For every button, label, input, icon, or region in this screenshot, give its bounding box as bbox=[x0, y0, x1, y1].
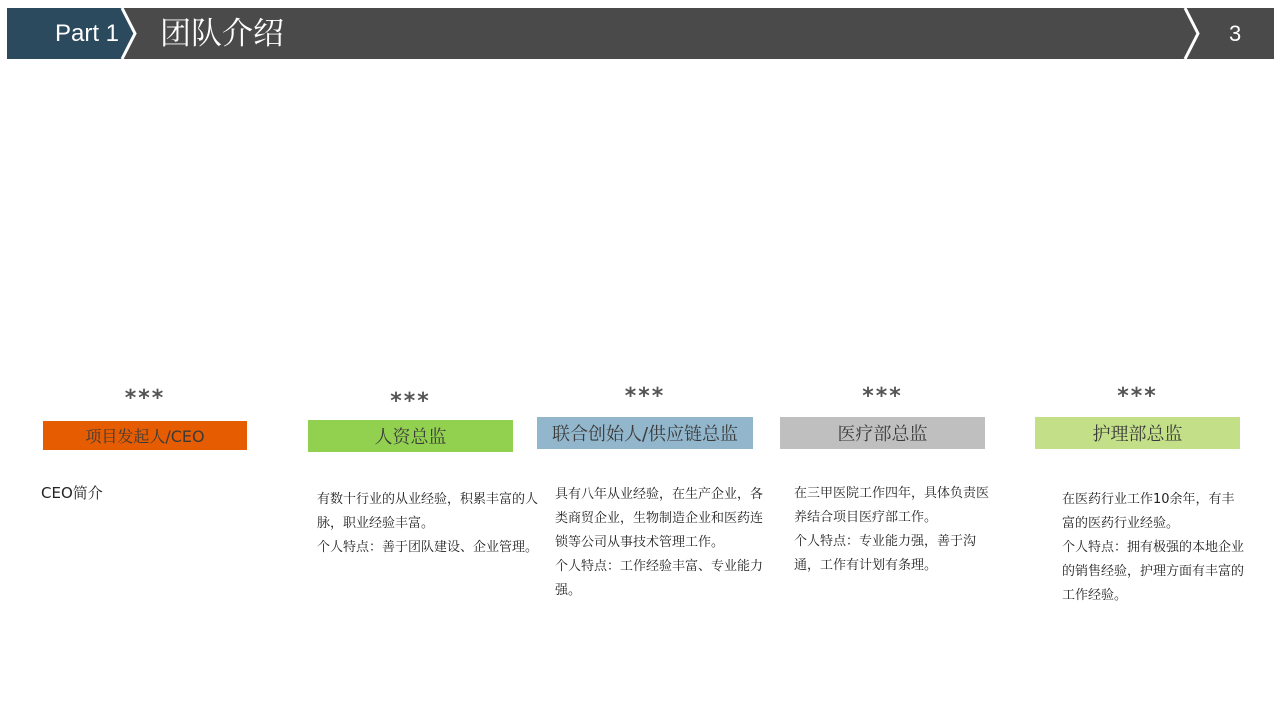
description-line: 个人特点：善于团队建设、企业管理。 bbox=[317, 540, 539, 555]
role-label: 项目发起人/CEO bbox=[43, 421, 247, 450]
member-name: *** bbox=[1117, 384, 1158, 409]
description-line: 在医药行业工作10余年，有丰富的医药行业经验。 bbox=[1062, 492, 1235, 531]
description-line: 具有八年从业经验，在生产企业，各类商贸企业，生物制造企业和医药连锁等公司从事技术管理工作。 bbox=[555, 487, 764, 550]
description-line: 个人特点：工作经验丰富、专业能力强。 bbox=[555, 559, 764, 598]
role-label: 护理部总监 bbox=[1035, 417, 1240, 449]
member-description bbox=[555, 483, 773, 603]
role-label: 医疗部总监 bbox=[780, 417, 985, 449]
header-bar bbox=[7, 8, 1274, 59]
description-line: 有数十行业的从业经验，积累丰富的人脉，职业经验丰富。 bbox=[317, 492, 539, 531]
member-description bbox=[317, 488, 549, 560]
part-label: Part 1 bbox=[55, 20, 120, 47]
page-title: 团队介绍 bbox=[160, 16, 284, 52]
description-line: 在三甲医院工作四年，具体负责医养结合项目医疗部工作。 bbox=[794, 486, 990, 525]
member-name: *** bbox=[862, 384, 903, 409]
role-label: 联合创始人/供应链总监 bbox=[537, 417, 753, 449]
member-name: *** bbox=[390, 389, 431, 414]
ceo-intro-label: CEO简介 bbox=[41, 484, 103, 502]
member-description bbox=[794, 482, 990, 578]
member-description bbox=[1062, 488, 1244, 608]
member-name: *** bbox=[124, 386, 166, 411]
member-name: *** bbox=[624, 384, 666, 409]
page-number: 3 bbox=[1229, 21, 1242, 46]
description-line: 个人特点：专业能力强，善于沟通，工作有计划有条理。 bbox=[794, 534, 977, 573]
role-label: 人资总监 bbox=[308, 420, 513, 452]
description-line: 个人特点：拥有极强的本地企业的销售经验，护理方面有丰富的工作经验。 bbox=[1062, 540, 1245, 603]
